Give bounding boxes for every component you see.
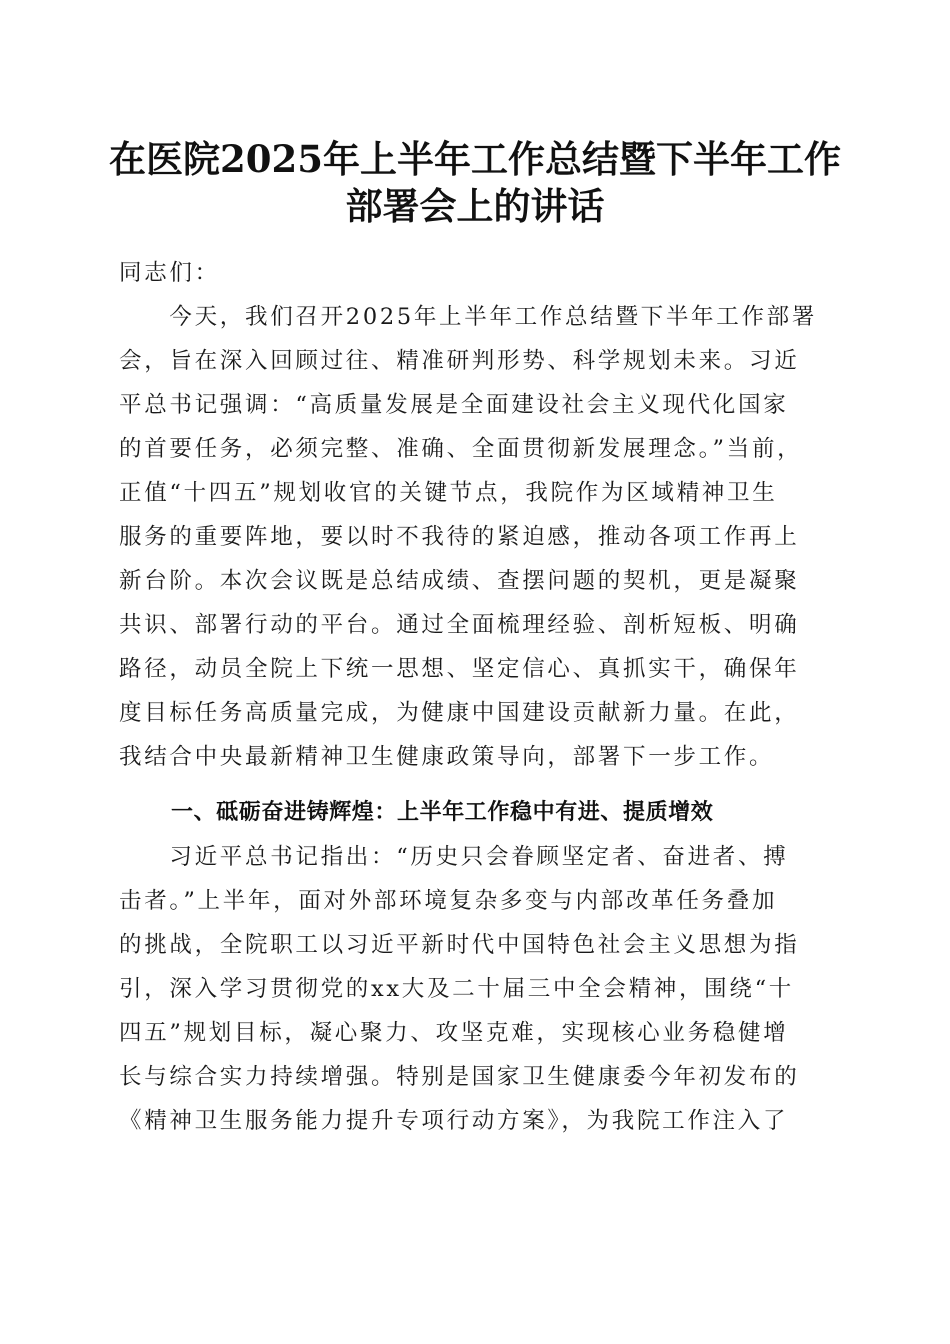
paragraph-1-line: 我结合中央最新精神卫生健康政策导向，部署下一步工作。 [119,744,775,770]
document-title-line-2: 部署会上的讲话 [345,184,605,228]
paragraph-2-line: 习近平总书记指出：“历史只会眷顾坚定者、奋进者、搏 [119,844,789,870]
paragraph-2-line: 引，深入学习贯彻党的xx大及二十届三中全会精神，围绕“十 [119,976,794,1002]
paragraph-2-line: 的挑战，全院职工以习近平新时代中国特色社会主义思想为指 [119,932,800,958]
paragraph-1-line: 共识、部署行动的平台。通过全面梳理经验、剖析短板、明确 [119,612,800,638]
paragraph-1-line: 度目标任务高质量完成，为健康中国建设贡献新力量。在此， [119,700,800,726]
paragraph-2-line: 四五”规划目标，凝心聚力、攻坚克难，实现核心业务稳健增 [119,1020,789,1046]
paragraph-1-line: 今天，我们召开2025年上半年工作总结暨下半年工作部署 [119,304,818,330]
paragraph-1-line: 新台阶。本次会议既是总结成绩、查摆问题的契机，更是凝聚 [119,568,800,594]
paragraph-2-line: 击者。”上半年，面对外部环境复杂多变与内部改革任务叠加 [119,888,778,914]
salutation: 同志们： [119,260,220,286]
paragraph-1-line: 正值“十四五”规划收官的关键节点，我院作为区域精神卫生 [119,480,778,506]
paragraph-1-line: 服务的重要阵地，要以时不我待的紧迫感，推动各项工作再上 [119,524,800,550]
paragraph-2-line: 《精神卫生服务能力提升专项行动方案》，为我院工作注入了 [119,1108,789,1134]
document-title-line-1: 在医院2025年上半年工作总结暨下半年工作 [109,137,841,181]
document-body [119,251,831,1151]
paragraph-2-line: 长与综合实力持续增强。特别是国家卫生健康委今年初发布的 [119,1064,800,1090]
section-1-heading: 一、砥砺奋进铸辉煌：上半年工作稳中有进、提质增效 [171,800,714,825]
paragraph-1-line: 的首要任务，必须完整、准确、全面贯彻新发展理念。”当前， [119,436,803,462]
paragraph-1-line: 路径，动员全院上下统一思想、坚定信心、真抓实干，确保年 [119,656,800,682]
paragraph-1-line: 会，旨在深入回顾过往、精准研判形势、科学规划未来。习近 [119,348,800,374]
paragraph-1-line: 平总书记强调：“高质量发展是全面建设社会主义现代化国家 [119,392,789,418]
